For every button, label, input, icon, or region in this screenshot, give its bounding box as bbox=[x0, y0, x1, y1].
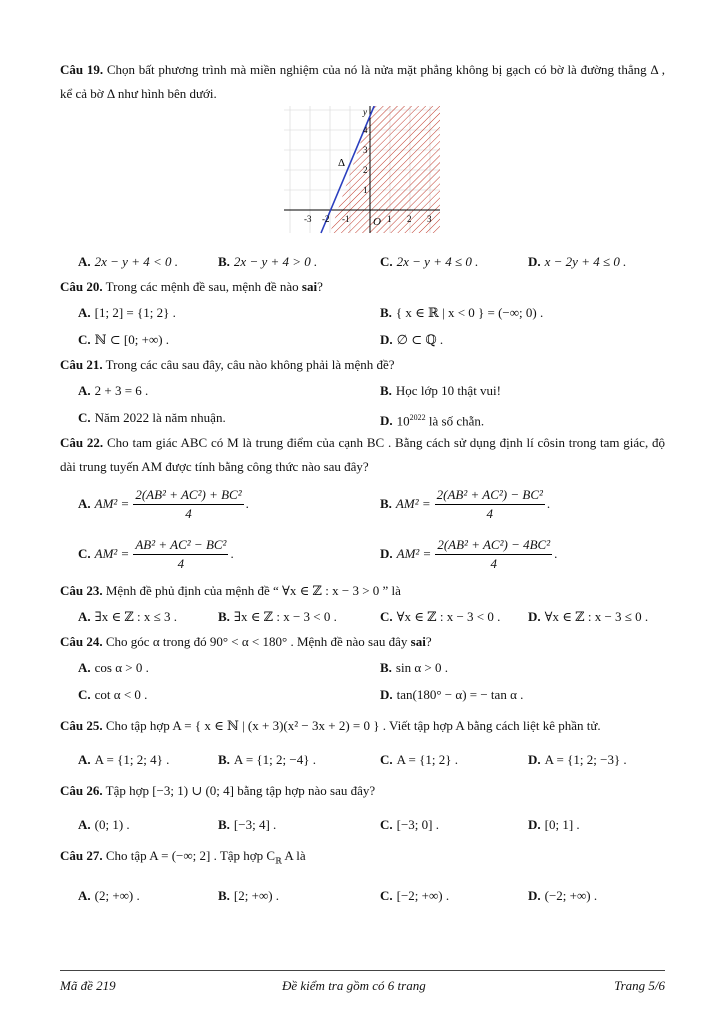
options-row bbox=[60, 248, 665, 275]
page-number: Trang 5/6 bbox=[614, 978, 665, 993]
option-b[interactable]: B. [−3; 4] . bbox=[218, 817, 277, 832]
option-d[interactable]: D. x − 2y + 4 ≤ 0 . bbox=[528, 254, 627, 269]
question-21 bbox=[60, 353, 665, 377]
origin-label: O bbox=[373, 216, 381, 228]
question-text: Cho tập A = (−∞; 2] . Tập hợp C bbox=[105, 848, 276, 863]
exam-code: Mã đề 219 bbox=[60, 978, 116, 993]
question-label: Câu 21. bbox=[60, 357, 103, 372]
page-count-note: Đề kiểm tra gồm có 6 trang bbox=[282, 978, 426, 993]
question-label: Câu 23. bbox=[60, 583, 103, 598]
option-a[interactable]: A. [1; 2] = {1; 2} . bbox=[78, 305, 176, 320]
option-c[interactable]: C. ∀x ∈ ℤ : x − 3 < 0 . bbox=[380, 609, 501, 624]
question-23 bbox=[60, 579, 665, 603]
option-d[interactable]: D. AM² = $\frac{\text{2(AB² + AC²) − 4BC²}}{4}$ . bbox=[380, 536, 558, 571]
options-row bbox=[60, 681, 665, 708]
x-tick: 3 bbox=[427, 214, 432, 224]
option-b[interactable]: B. { x ∈ ℝ | x < 0 } = (−∞; 0) . bbox=[380, 305, 544, 320]
option-c[interactable]: C. AM² = $\frac{\text{AB² + AC² − BC²}}{4}$ . bbox=[78, 536, 234, 571]
option-b[interactable]: B. [2; +∞) . bbox=[218, 887, 280, 903]
option-a[interactable]: A. 2 + 3 = 6 . bbox=[78, 383, 149, 398]
question-label: Câu 26. bbox=[60, 783, 103, 798]
options-row bbox=[60, 603, 665, 630]
options-row bbox=[60, 746, 665, 773]
option-b[interactable]: B. 2x − y + 4 > 0 . bbox=[218, 254, 318, 269]
question-label: Câu 20. bbox=[60, 279, 103, 294]
question-emphasis: sai bbox=[410, 634, 426, 649]
inequality-graph bbox=[284, 106, 440, 246]
option-d[interactable]: D. ∀x ∈ ℤ : x − 3 ≤ 0 . bbox=[528, 609, 649, 624]
x-tick: 1 bbox=[387, 214, 392, 224]
options-row bbox=[60, 882, 665, 909]
option-d[interactable]: D. (−2; +∞) . bbox=[528, 887, 598, 903]
option-a[interactable]: A. ∃x ∈ ℤ : x ≤ 3 . bbox=[78, 609, 178, 624]
option-a[interactable]: A. AM² = $\frac{\text{2(AB² + AC²) + BC²}}{4}$ . bbox=[78, 486, 249, 521]
option-c[interactable]: C. 2x − y + 4 ≤ 0 . bbox=[380, 254, 479, 269]
question-19 bbox=[60, 58, 665, 106]
option-d[interactable]: D. A = {1; 2; −3} . bbox=[528, 752, 627, 767]
question-emphasis: sai bbox=[301, 279, 318, 294]
option-d[interactable]: D. ∅ ⊂ ℚ . bbox=[380, 332, 444, 347]
question-text: Tập hợp [−3; 1) ∪ (0; 4] bằng tập hợp nào sau đây? bbox=[105, 783, 376, 798]
question-text: Mệnh đề phủ định của mệnh đề “ ∀x ∈ ℤ : x − 3 > 0 ” là bbox=[105, 583, 401, 598]
options-row bbox=[60, 479, 665, 529]
options-row bbox=[60, 299, 665, 326]
question-22 bbox=[60, 431, 665, 479]
option-c[interactable]: C. ℕ ⊂ [0; +∞) . bbox=[78, 332, 170, 347]
option-d[interactable]: D. $10^{2022}$ là số chẵn. bbox=[380, 413, 485, 429]
option-a[interactable]: A. 2x − y + 4 < 0 . bbox=[78, 254, 178, 269]
option-c[interactable]: C. A = {1; 2} . bbox=[380, 752, 458, 767]
question-19-figure bbox=[60, 106, 665, 248]
option-d[interactable]: D. [0; 1] . bbox=[528, 817, 580, 832]
options-row bbox=[60, 529, 665, 579]
line-label: Δ bbox=[338, 157, 346, 169]
option-b[interactable]: B. A = {1; 2; −4} . bbox=[218, 752, 316, 767]
question-25 bbox=[60, 714, 665, 738]
x-tick: 2 bbox=[407, 214, 412, 224]
option-c[interactable]: C. cot α < 0 . bbox=[78, 687, 148, 702]
option-a[interactable]: A. A = {1; 2; 4} . bbox=[78, 752, 170, 767]
question-text: Cho tam giác ABC có M là trung điểm của cạnh BC . Bằng cách sử dụng định lí côsin trong tam giác, độ dài trung tuyến AM được tính bằng công thức nào sau đây? bbox=[60, 435, 665, 474]
question-text: Cho tập hợp A = { x ∈ ℕ | (x + 3)(x² − 3x + 2) = 0 } . Viết tập hợp A bằng cách liệt kê phần tử. bbox=[105, 718, 601, 733]
option-c[interactable]: C. Năm 2022 là năm nhuận. bbox=[78, 410, 226, 425]
options-row bbox=[60, 326, 665, 353]
option-c[interactable]: C. [−3; 0] . bbox=[380, 817, 439, 832]
exam-page bbox=[60, 58, 665, 909]
question-label: Câu 24. bbox=[60, 634, 103, 649]
options-row bbox=[60, 377, 665, 404]
option-d[interactable]: D. tan(180° − α) = − tan α . bbox=[380, 687, 524, 702]
options-row bbox=[60, 404, 665, 431]
question-text: Cho góc α trong đó 90° < α < 180° . Mệnh đề nào sau đây bbox=[105, 634, 408, 649]
x-tick: -2 bbox=[322, 214, 330, 224]
options-row bbox=[60, 811, 665, 838]
question-text: Trong các câu sau đây, câu nào không phải là mệnh đề? bbox=[105, 357, 395, 372]
option-a[interactable]: A. (2; +∞) . bbox=[78, 887, 140, 903]
question-20: Câu 20. Trong các mệnh đề sau, mệnh đề nào sai? bbox=[60, 279, 323, 294]
y-tick: 4 bbox=[363, 125, 368, 135]
option-a[interactable]: A. cos α > 0 . bbox=[78, 660, 149, 675]
option-b[interactable]: B. Học lớp 10 thật vui! bbox=[380, 383, 502, 398]
option-b[interactable]: B. ∃x ∈ ℤ : x − 3 < 0 . bbox=[218, 609, 337, 624]
question-text: Trong các mệnh đề sau, mệnh đề nào bbox=[105, 279, 299, 294]
option-b[interactable]: B. sin α > 0 . bbox=[380, 660, 448, 675]
y-axis-label: y bbox=[363, 107, 367, 117]
question-26 bbox=[60, 779, 665, 803]
option-a[interactable]: A. (0; 1) . bbox=[78, 817, 130, 832]
question-label: Câu 22. bbox=[60, 435, 104, 450]
page-footer bbox=[60, 970, 665, 997]
question-label: Câu 25. bbox=[60, 718, 103, 733]
x-tick: -3 bbox=[304, 214, 312, 224]
x-tick: -1 bbox=[342, 214, 350, 224]
option-b[interactable]: B. AM² = $\frac{\text{2(AB² + AC²) − BC²}}{4}$ . bbox=[380, 486, 551, 521]
question-text: Chọn bất phương trình mà miền nghiệm của nó là nửa mặt phẳng không bị gạch có bờ là đường thẳng Δ , kể cả bờ Δ như hình bên dưới. bbox=[60, 62, 666, 101]
option-c[interactable]: C. [−2; +∞) . bbox=[380, 887, 450, 903]
question-24: Câu 24. Cho góc α trong đó 90° < α < 180° . Mệnh đề nào sau đây sai? bbox=[60, 634, 432, 649]
y-tick: 3 bbox=[363, 145, 368, 155]
options-row bbox=[60, 654, 665, 681]
y-tick: 2 bbox=[363, 165, 368, 175]
question-label: Câu 27. bbox=[60, 848, 103, 863]
question-27: Câu 27. Cho tập A = (−∞; 2] . Tập hợp $C_ℝ$ A là bbox=[60, 848, 306, 866]
y-tick: 1 bbox=[363, 185, 368, 195]
question-label: Câu 19. bbox=[60, 62, 104, 77]
